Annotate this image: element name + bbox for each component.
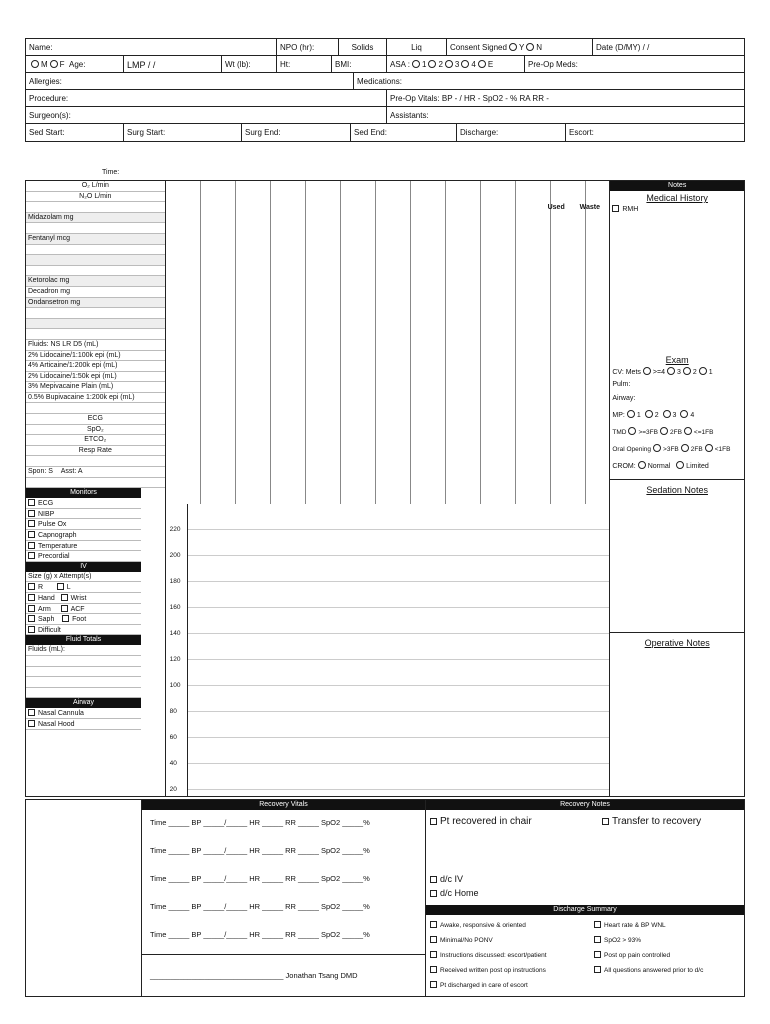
radio-icon [660, 427, 668, 435]
fluid-row[interactable]: 3% Mepivacaine Plain (mL) [26, 382, 165, 393]
assistants-field[interactable]: Assistants: [390, 111, 429, 120]
y-tick: 200 [169, 552, 181, 559]
used-header: Used [547, 204, 565, 211]
checkbox-icon [28, 709, 35, 716]
iv-site-option[interactable]: Saph Foot [26, 614, 141, 625]
rmh-option[interactable]: RMH [612, 205, 742, 213]
sedation-notes-heading: Sedation Notes [646, 485, 708, 495]
checkbox-icon [430, 876, 437, 883]
checkbox-icon [430, 981, 437, 988]
drug-row[interactable] [26, 329, 165, 340]
y-tick: 80 [169, 708, 177, 715]
monitor-row[interactable]: Resp Rate [26, 446, 165, 457]
gas-row[interactable]: N₂O L/min [26, 192, 165, 203]
checkbox-icon [430, 890, 437, 897]
radio-icon [627, 410, 635, 418]
drug-row[interactable] [26, 255, 165, 266]
monitor-option[interactable]: Temperature [26, 541, 141, 552]
asa-field[interactable]: ASA : 1 2 3 4 E [387, 56, 525, 72]
iv-title: IV [26, 562, 141, 572]
crom-field[interactable]: CROM: Normal Limited [612, 463, 709, 470]
checkbox-icon [28, 542, 35, 549]
summary-item[interactable]: Instructions discussed: escort/patient [430, 948, 547, 963]
dc-iv-option[interactable]: d/c IV [430, 874, 463, 884]
monitor-option[interactable]: NIBP [26, 509, 141, 520]
iv-site-option[interactable]: Hand Wrist [26, 593, 141, 604]
checkbox-icon [61, 594, 68, 601]
checkbox-icon [28, 594, 35, 601]
radio-icon[interactable] [461, 60, 469, 68]
sed-start-field[interactable]: Sed Start: [26, 124, 124, 141]
patient-header [25, 38, 745, 142]
radio-icon [699, 367, 707, 375]
checkbox-icon [28, 531, 35, 538]
date-field[interactable]: Date (D/MY) / / [596, 43, 650, 52]
fluid-row[interactable]: Fluids: NS LR D5 (mL) [26, 340, 165, 351]
height-field[interactable]: Ht: [277, 56, 332, 72]
row-labels [26, 181, 166, 796]
surg-start-field[interactable]: Surg Start: [124, 124, 242, 141]
summary-right [594, 918, 703, 978]
recovery-vitals-title: Recovery Vitals [142, 800, 425, 810]
checkbox-icon [28, 552, 35, 559]
allergies-field[interactable]: Allergies: [26, 73, 354, 89]
checkbox-icon [28, 583, 35, 590]
checkbox-icon [28, 615, 35, 622]
summary-item[interactable]: Heart rate & BP WNL [594, 918, 703, 933]
checkbox-icon [430, 951, 437, 958]
notes-title: Notes [610, 181, 744, 191]
y-tick: 60 [169, 734, 177, 741]
recovery-notes-title: Recovery Notes [426, 800, 744, 810]
npo-field[interactable]: NPO (hr): [277, 39, 339, 55]
radio-icon[interactable] [412, 60, 420, 68]
airway-option[interactable]: Nasal Cannula [26, 708, 141, 719]
checkbox-icon [612, 205, 619, 212]
monitor-row[interactable]: ETCO₂ [26, 435, 165, 446]
y-tick: 160 [169, 604, 181, 611]
recovered-chair-option[interactable]: Pt recovered in chair [430, 816, 532, 827]
vital-entry[interactable]: Time _____ BP _____/_____ HR _____ RR _____ SpO2 _____% [150, 902, 370, 911]
y-tick: 40 [169, 760, 177, 767]
summary-item[interactable]: Pt discharged in care of escort [430, 978, 547, 993]
checkbox-icon [430, 921, 437, 928]
vitals-graph[interactable] [166, 504, 610, 796]
y-tick: 120 [169, 656, 181, 663]
pulm-field[interactable]: Pulm: [612, 381, 631, 388]
drug-row[interactable]: Ondansetron mg [26, 298, 165, 309]
monitor-option[interactable]: ECG [26, 498, 141, 509]
checkbox-icon [28, 605, 35, 612]
monitor-option[interactable]: Capnograph [26, 530, 141, 541]
checkbox-icon [430, 936, 437, 943]
monitor-row[interactable]: SpO₂ [26, 425, 165, 436]
signature-line[interactable]: ________________________________ Jonathan Tsang DMD [142, 954, 425, 980]
radio-icon[interactable] [478, 60, 486, 68]
preop-vitals-field[interactable]: Pre-Op Vitals: BP - / HR - SpO2 - % RA RR - [390, 94, 549, 103]
checkbox-icon [57, 583, 64, 590]
iv-size-field[interactable]: Size (g) x Attempt(s) [26, 572, 141, 583]
summary-left [430, 918, 547, 993]
operative-notes-heading: Operative Notes [644, 638, 710, 648]
time-label: Time: [102, 169, 120, 176]
lmp-field[interactable]: LMP / / [124, 56, 222, 72]
fluid-row[interactable]: 2% Lidocaine/1:50k epi (mL) [26, 372, 165, 383]
radio-icon [663, 410, 671, 418]
oral-opening-field[interactable]: Oral Opening >3FB 2FB <1FB [612, 446, 731, 453]
recovery-section [25, 799, 745, 997]
dc-home-option[interactable]: d/c Home [430, 888, 479, 898]
surgeons-field[interactable]: Surgeon(s): [26, 107, 387, 123]
radio-icon [667, 367, 675, 375]
checkbox-icon [430, 966, 437, 973]
procedure-field[interactable]: Procedure: [26, 90, 387, 106]
surg-end-field[interactable]: Surg End: [242, 124, 351, 141]
waste-header: Waste [579, 204, 600, 211]
exam-heading: Exam [665, 355, 689, 365]
y-tick: 140 [169, 630, 181, 637]
discharge-summary-title: Discharge Summary [426, 905, 744, 915]
mp-field[interactable]: MP: 1 2 3 4 [612, 412, 695, 419]
bmi-field[interactable]: BMI: [332, 56, 387, 72]
time-grid[interactable] [166, 181, 611, 796]
monitors-title: Monitors [26, 488, 141, 498]
drug-row[interactable]: Ketorolac mg [26, 276, 165, 287]
checkbox-icon [594, 936, 601, 943]
drug-row[interactable] [26, 319, 165, 330]
airway-title: Airway [26, 698, 141, 708]
monitor-row[interactable]: ECG [26, 414, 165, 425]
notes-panel [610, 181, 744, 796]
iv-site-option[interactable]: Arm ACF [26, 604, 141, 615]
checkbox-icon [602, 818, 609, 825]
radio-icon[interactable] [428, 60, 436, 68]
radio-icon [653, 444, 661, 452]
checkbox-icon [594, 951, 601, 958]
radio-icon [676, 461, 684, 469]
radio-icon[interactable] [509, 43, 517, 51]
checkbox-icon [28, 499, 35, 506]
vital-entry[interactable]: Time _____ BP _____/_____ HR _____ RR _____ SpO2 _____% [150, 874, 370, 883]
summary-item[interactable]: SpO2 > 93% [594, 933, 703, 948]
drug-row[interactable] [26, 223, 165, 234]
recovery-vitals [142, 800, 426, 996]
radio-icon [705, 444, 713, 452]
vital-entry[interactable]: Time _____ BP _____/_____ HR _____ RR _____ SpO2 _____% [150, 818, 370, 827]
airway-option[interactable]: Nasal Hood [26, 719, 141, 730]
sex-age-field[interactable]: M F Age: [26, 56, 124, 72]
recovery-notes [426, 800, 744, 996]
drug-row[interactable] [26, 245, 165, 256]
name-field[interactable]: Name: [26, 39, 277, 55]
consent-field[interactable]: Consent Signed Y N [447, 39, 593, 55]
checkbox-icon [62, 615, 69, 622]
drug-row[interactable]: Fentanyl mcg [26, 234, 165, 245]
monitor-option[interactable]: Pulse Ox [26, 519, 141, 530]
discharge-field[interactable]: Discharge: [457, 124, 566, 141]
y-tick: 180 [169, 578, 181, 585]
solids-field[interactable]: Solids [339, 39, 387, 55]
checkbox-icon [594, 921, 601, 928]
iv-site-option[interactable]: Difficult [26, 625, 141, 636]
fluids-ml-field[interactable]: Fluids (mL): [26, 645, 141, 656]
radio-icon [683, 367, 691, 375]
checkbox-icon [61, 605, 68, 612]
cv-field[interactable]: CV: Mets >=4 3 2 1 [612, 369, 713, 376]
drug-row[interactable]: Decadron mg [26, 287, 165, 298]
sed-end-field[interactable]: Sed End: [351, 124, 457, 141]
radio-icon [684, 427, 692, 435]
preop-meds-field[interactable]: Pre-Op Meds: [528, 60, 578, 69]
checkbox-icon [430, 818, 437, 825]
vital-entry[interactable]: Time _____ BP _____/_____ HR _____ RR _____ SpO2 _____% [150, 930, 370, 939]
transfer-recovery-option[interactable]: Transfer to recovery [602, 816, 701, 827]
y-tick: 220 [169, 526, 181, 533]
anesthesia-record [25, 180, 745, 797]
y-tick: 100 [169, 682, 181, 689]
radio-icon [628, 427, 636, 435]
tmd-field[interactable]: TMD >=3FB 2FB <=1FB [612, 429, 714, 436]
radio-icon[interactable] [50, 60, 58, 68]
checkbox-icon [28, 510, 35, 517]
fluid-row[interactable]: 4% Articaine/1:200k epi (mL) [26, 361, 165, 372]
drug-row[interactable] [26, 308, 165, 319]
summary-item[interactable]: Received written post op instructions [430, 963, 547, 978]
radio-icon [643, 367, 651, 375]
fluid-row[interactable]: 2% Lidocaine/1:100k epi (mL) [26, 351, 165, 362]
ventilation-row[interactable]: Spon: S Asst: A [26, 467, 165, 478]
iv-site-option[interactable]: R L [26, 582, 141, 593]
radio-icon [680, 410, 688, 418]
radio-icon[interactable] [445, 60, 453, 68]
checkbox-icon [28, 626, 35, 633]
checkbox-icon [594, 966, 601, 973]
weight-field[interactable]: Wt (lb): [222, 56, 277, 72]
summary-item[interactable]: Post op pain controlled [594, 948, 703, 963]
summary-item[interactable]: Minimal/No PONV [430, 933, 547, 948]
medications-field[interactable]: Medications: [357, 77, 402, 86]
summary-item[interactable]: Awake, responsive & oriented [430, 918, 547, 933]
radio-icon [645, 410, 653, 418]
escort-field[interactable]: Escort: [569, 128, 594, 137]
fluid-row[interactable]: 0.5% Bupivacaine 1:200k epi (mL) [26, 393, 165, 404]
summary-item[interactable]: All questions answered prior to d/c [594, 963, 703, 978]
radio-icon[interactable] [31, 60, 39, 68]
radio-icon [638, 461, 646, 469]
radio-icon[interactable] [526, 43, 534, 51]
drug-row[interactable] [26, 266, 165, 277]
liq-field[interactable]: Liq [387, 39, 447, 55]
fluid-totals-title: Fluid Totals [26, 635, 141, 645]
medical-history-heading: Medical History [646, 193, 708, 203]
checkbox-icon [28, 520, 35, 527]
airway-exam-field[interactable]: Airway: [612, 395, 636, 402]
y-axis [166, 504, 188, 796]
drug-row[interactable]: Midazolam mg [26, 213, 165, 224]
gas-row[interactable]: O₂ L/min [26, 181, 165, 192]
monitor-option[interactable]: Precordial [26, 551, 141, 562]
checkbox-icon [28, 720, 35, 727]
y-tick: 20 [169, 786, 177, 793]
radio-icon [681, 444, 689, 452]
vital-entry[interactable]: Time _____ BP _____/_____ HR _____ RR _____ SpO2 _____% [150, 846, 370, 855]
